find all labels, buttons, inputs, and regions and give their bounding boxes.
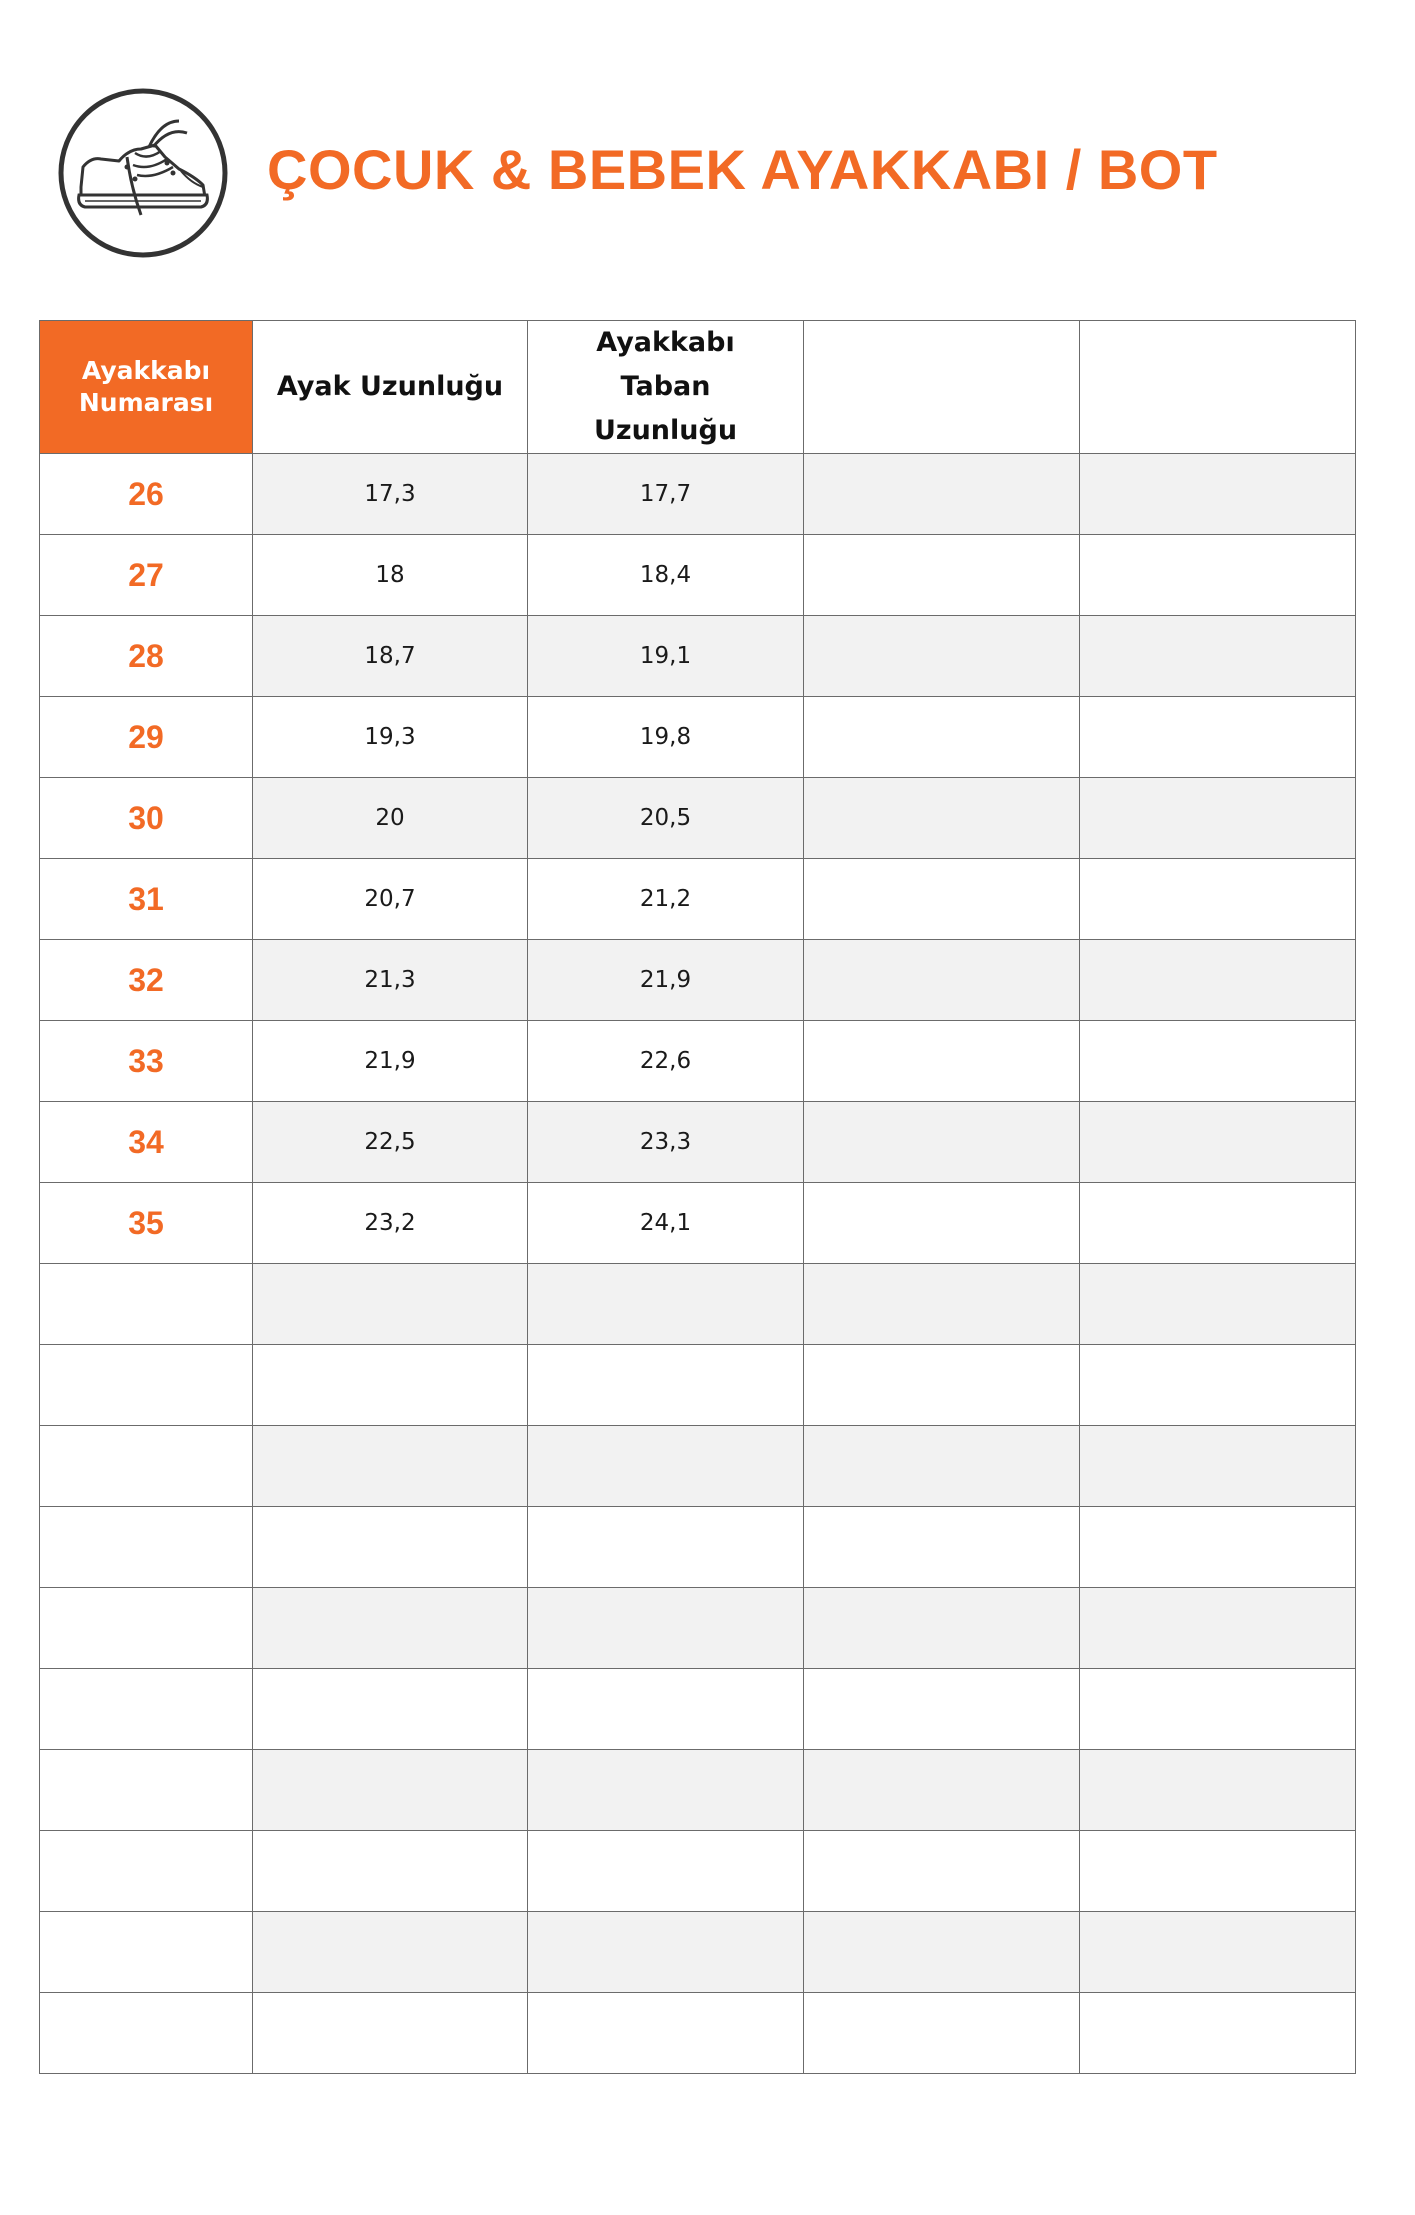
sole-length-cell: 17,7 xyxy=(528,454,804,535)
table-row xyxy=(40,1588,1356,1669)
table-row xyxy=(40,1183,1356,1264)
size-number-cell: 34 xyxy=(40,1102,253,1183)
extra-cell xyxy=(804,1102,1080,1183)
extra-cell xyxy=(1080,1102,1356,1183)
size-number-cell: 35 xyxy=(40,1183,253,1264)
size-number-cell: 30 xyxy=(40,778,253,859)
sole-length-cell: 19,1 xyxy=(528,616,804,697)
table-row xyxy=(40,1426,1356,1507)
table-row xyxy=(40,1345,1356,1426)
size-number-cell xyxy=(40,1669,253,1750)
foot-length-cell: 20 xyxy=(253,778,528,859)
table-row xyxy=(40,1021,1356,1102)
extra-cell xyxy=(1080,616,1356,697)
foot-length-cell xyxy=(253,1669,528,1750)
foot-length-cell xyxy=(253,1588,528,1669)
size-number-cell xyxy=(40,1345,253,1426)
extra-cell xyxy=(804,1993,1080,2074)
extra-cell xyxy=(804,1750,1080,1831)
extra-cell xyxy=(804,1183,1080,1264)
foot-length-cell: 18,7 xyxy=(253,616,528,697)
sole-length-cell xyxy=(528,1507,804,1588)
size-number-cell xyxy=(40,1750,253,1831)
size-number-cell xyxy=(40,1264,253,1345)
size-number-cell: 33 xyxy=(40,1021,253,1102)
table-row xyxy=(40,859,1356,940)
size-number-cell xyxy=(40,1507,253,1588)
extra-cell xyxy=(804,1831,1080,1912)
foot-length-cell: 20,7 xyxy=(253,859,528,940)
sole-length-cell xyxy=(528,1426,804,1507)
size-number-cell: 31 xyxy=(40,859,253,940)
foot-length-cell xyxy=(253,1831,528,1912)
table-row xyxy=(40,616,1356,697)
sole-length-cell: 19,8 xyxy=(528,697,804,778)
sole-length-cell xyxy=(528,1669,804,1750)
column-header-size-number-label: Ayakkabı Numarası xyxy=(78,356,214,417)
table-row xyxy=(40,1102,1356,1183)
extra-cell xyxy=(804,535,1080,616)
extra-cell xyxy=(1080,1669,1356,1750)
foot-length-cell xyxy=(253,1993,528,2074)
sole-length-cell xyxy=(528,1993,804,2074)
size-number-cell: 27 xyxy=(40,535,253,616)
extra-cell xyxy=(1080,697,1356,778)
extra-cell xyxy=(804,454,1080,535)
table-header-row xyxy=(40,321,1356,454)
sole-length-cell: 21,2 xyxy=(528,859,804,940)
extra-cell xyxy=(804,778,1080,859)
extra-cell xyxy=(804,1021,1080,1102)
table-row xyxy=(40,1264,1356,1345)
size-number-cell xyxy=(40,1993,253,2074)
extra-cell xyxy=(1080,454,1356,535)
sole-length-cell: 24,1 xyxy=(528,1183,804,1264)
sole-length-cell xyxy=(528,1750,804,1831)
sole-length-cell xyxy=(528,1264,804,1345)
extra-cell xyxy=(804,616,1080,697)
extra-cell xyxy=(1080,940,1356,1021)
foot-length-cell: 23,2 xyxy=(253,1183,528,1264)
extra-cell xyxy=(1080,1345,1356,1426)
table-row xyxy=(40,454,1356,535)
size-number-cell: 28 xyxy=(40,616,253,697)
column-header-extra-2 xyxy=(1080,321,1356,454)
extra-cell xyxy=(1080,1507,1356,1588)
extra-cell xyxy=(804,1426,1080,1507)
extra-cell xyxy=(1080,859,1356,940)
size-number-cell xyxy=(40,1912,253,1993)
extra-cell xyxy=(804,697,1080,778)
sole-length-cell: 18,4 xyxy=(528,535,804,616)
size-chart-table xyxy=(39,320,1356,2074)
foot-length-cell: 18 xyxy=(253,535,528,616)
sole-length-cell: 22,6 xyxy=(528,1021,804,1102)
column-header-foot-length: Ayak Uzunluğu xyxy=(253,321,528,454)
size-number-cell xyxy=(40,1426,253,1507)
sole-length-cell xyxy=(528,1831,804,1912)
sole-length-cell: 21,9 xyxy=(528,940,804,1021)
table-row xyxy=(40,940,1356,1021)
foot-length-cell xyxy=(253,1264,528,1345)
table-row xyxy=(40,697,1356,778)
table-row xyxy=(40,778,1356,859)
column-header-size-number xyxy=(40,321,253,454)
foot-length-cell: 21,3 xyxy=(253,940,528,1021)
foot-length-cell: 21,9 xyxy=(253,1021,528,1102)
size-number-cell: 29 xyxy=(40,697,253,778)
extra-cell xyxy=(804,940,1080,1021)
extra-cell xyxy=(1080,1264,1356,1345)
extra-cell xyxy=(1080,1426,1356,1507)
column-header-sole-length-label: Ayakkabı Taban Uzunluğu xyxy=(593,327,738,446)
sole-length-cell: 20,5 xyxy=(528,778,804,859)
extra-cell xyxy=(804,1507,1080,1588)
page-title: ÇOCUK & BEBEK AYAKKABI / BOT xyxy=(267,138,1218,201)
foot-length-cell: 19,3 xyxy=(253,697,528,778)
extra-cell xyxy=(1080,778,1356,859)
sole-length-cell xyxy=(528,1588,804,1669)
table-row xyxy=(40,1912,1356,1993)
table-row xyxy=(40,1669,1356,1750)
foot-length-cell xyxy=(253,1750,528,1831)
foot-length-cell: 22,5 xyxy=(253,1102,528,1183)
size-number-cell xyxy=(40,1588,253,1669)
foot-length-cell xyxy=(253,1345,528,1426)
size-number-cell: 26 xyxy=(40,454,253,535)
extra-cell xyxy=(804,1345,1080,1426)
column-header-extra-1 xyxy=(804,321,1080,454)
sneaker-icon xyxy=(57,87,229,259)
sole-length-cell xyxy=(528,1345,804,1426)
table-row xyxy=(40,1507,1356,1588)
foot-length-cell xyxy=(253,1507,528,1588)
foot-length-cell xyxy=(253,1426,528,1507)
extra-cell xyxy=(804,1912,1080,1993)
table-row xyxy=(40,1993,1356,2074)
extra-cell xyxy=(1080,1183,1356,1264)
extra-cell xyxy=(804,1669,1080,1750)
sole-length-cell xyxy=(528,1912,804,1993)
extra-cell xyxy=(1080,535,1356,616)
size-number-cell: 32 xyxy=(40,940,253,1021)
extra-cell xyxy=(1080,1021,1356,1102)
sole-length-cell: 23,3 xyxy=(528,1102,804,1183)
extra-cell xyxy=(804,1264,1080,1345)
extra-cell xyxy=(804,859,1080,940)
size-number-cell xyxy=(40,1831,253,1912)
foot-length-cell: 17,3 xyxy=(253,454,528,535)
extra-cell xyxy=(1080,1912,1356,1993)
table-row xyxy=(40,1750,1356,1831)
extra-cell xyxy=(804,1588,1080,1669)
extra-cell xyxy=(1080,1831,1356,1912)
table-row xyxy=(40,1831,1356,1912)
extra-cell xyxy=(1080,1750,1356,1831)
extra-cell xyxy=(1080,1588,1356,1669)
column-header-sole-length xyxy=(528,321,804,454)
table-row xyxy=(40,535,1356,616)
extra-cell xyxy=(1080,1993,1356,2074)
foot-length-cell xyxy=(253,1912,528,1993)
